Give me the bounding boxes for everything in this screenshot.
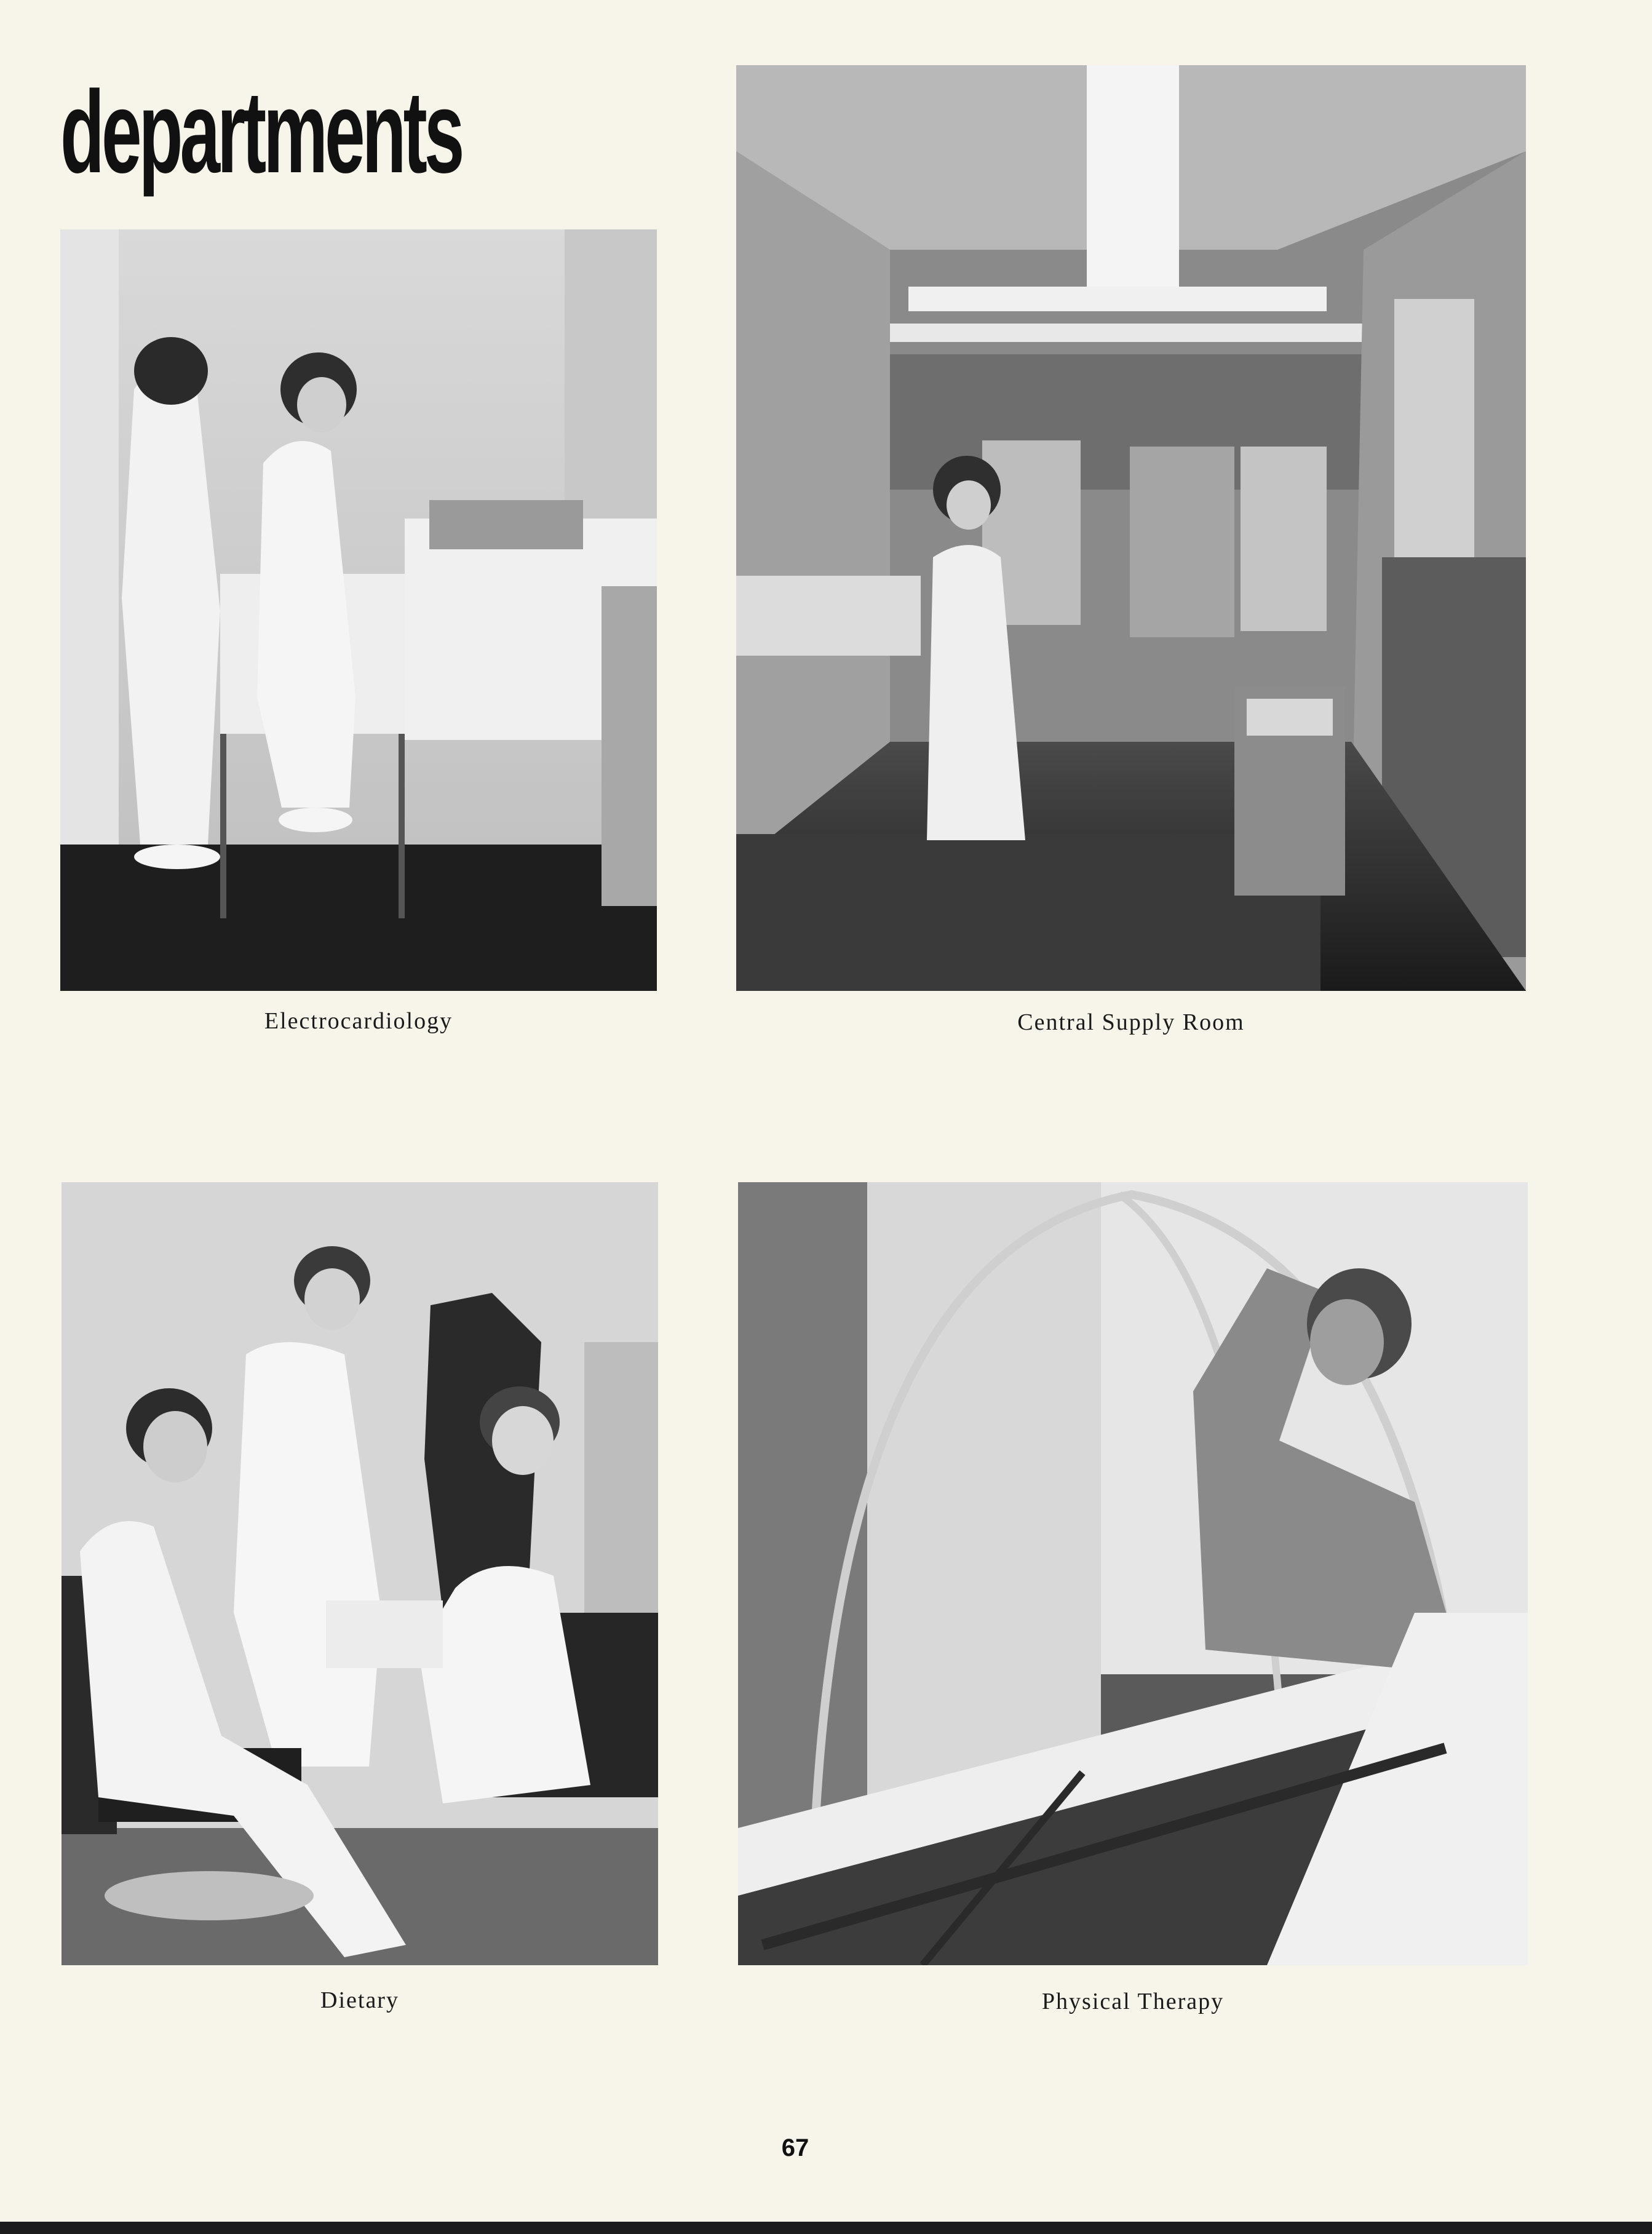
caption-electrocardiology: Electrocardiology	[264, 1008, 453, 1034]
page-title: departments	[60, 67, 462, 197]
caption-physical-therapy: Physical Therapy	[1041, 1989, 1225, 2014]
caption-dietary: Dietary	[320, 1987, 399, 2013]
photo-electrocardiology	[60, 229, 657, 991]
page-number: 67	[781, 2134, 809, 2161]
page-bottom-edge	[0, 2222, 1652, 2234]
photo-dietary	[62, 1182, 658, 1965]
caption-central-supply-room: Central Supply Room	[1017, 1009, 1245, 1035]
photo-physical-therapy	[738, 1182, 1528, 1965]
photo-central-supply-room	[736, 65, 1526, 991]
